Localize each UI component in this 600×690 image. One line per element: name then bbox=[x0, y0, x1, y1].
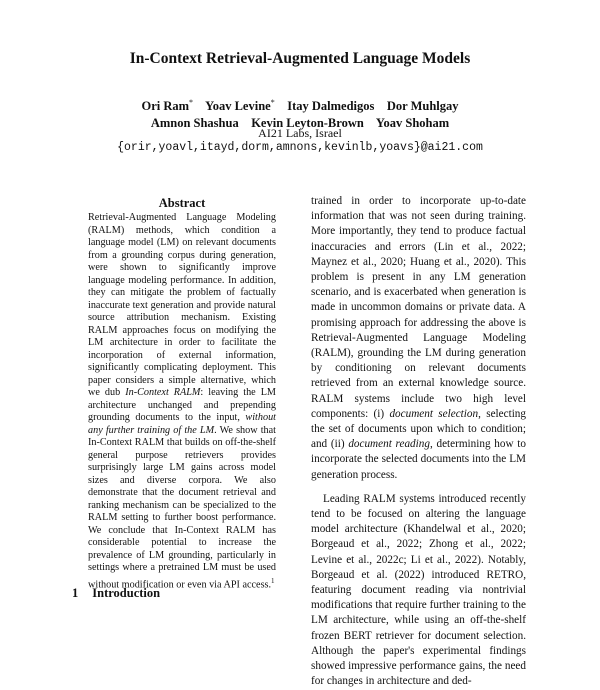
section-number: 1 bbox=[72, 586, 79, 600]
abstract-heading: Abstract bbox=[158, 196, 206, 210]
author-name: Ori Ram bbox=[141, 99, 190, 114]
body-emphasis: document reading bbox=[348, 438, 430, 451]
body-paragraph bbox=[311, 194, 526, 483]
body-emphasis: document selection bbox=[389, 407, 479, 420]
paper-title: In-Context Retrieval-Augmented Language Models bbox=[129, 50, 471, 67]
abstract-body bbox=[88, 212, 276, 591]
body-text: trained in order to incorporate up-to-date information that was not seen during training. More importantly, they tend to produce factual inaccuracies and errors (Lin et al., 2022; Maynez et al., 2020; Huang et al., 2020). This problem is present in any LM generation scenario, and is exacerbated when generation is made in uncommon domains or private data. A promising approach for addressing the above is Retrieval-Augmented Language Modeling (RALM), grounding the LM during generation by conditioning on relevant documents retrieved from an external knowledge source. RALM systems include two high level components: (i) bbox=[311, 195, 526, 420]
affiliation: AI21 Labs, Israel bbox=[258, 126, 342, 140]
author-name: Dor Muhlgay bbox=[386, 99, 459, 114]
body-paragraph: Leading RALM systems introduced recently tend to be focused on altering the language model architecture (Khandelwal et al., 2020; Borgeaud et al., 2022; Zhong et al., 2022; Levine et al., 2022c; Li et al., 2022). Notably, Borgeaud et al. (2022) introduced RETRO, featuring document reading via nontrivial modifications that require further training to the LM architecture, while using an off-the-shelf frozen BERT retriever for document selection. Although the paper's experimental findings showed impressive performance gains, the need for changes in architecture and ded- bbox=[311, 492, 526, 688]
section-title: Introduction bbox=[92, 586, 161, 600]
abstract-text: . We show that In-Context RALM that builds on off-the-shelf general purpose retrievers provides surprisingly large LM gains across model sizes and diverse corpora. We also demonstrate that the document retrieval and ranking mechanism can be specialized to the RALM setting to further boost performance. We conclude that In-Context RALM has considerable potential to increase the prevalence of LM grounding, particularly in settings where a pretrained LM must be used without modification or even via API access. bbox=[88, 424, 276, 590]
author-name: Amnon Shashua bbox=[150, 116, 239, 131]
author-name: Kevin Leyton-Brown bbox=[251, 116, 364, 131]
abstract-text: Retrieval-Augmented Language Modeling (RALM) methods, which condition a language model (LM) on relevant documents from a grounding corpus during generation, were shown to significantly improve language modeling performance. In addition, they can mitigate the problem of factually inaccurate text generation and provide natural source attribution mechanism. Existing RALM approaches focus on modifying the LM architecture in order to facilitate the incorporation of external information, significantly complicating deployment. This paper considers a simple alternative, which we dub bbox=[88, 212, 276, 398]
body-text: , selecting the set of documents upon which to condition; and (ii) bbox=[311, 407, 526, 451]
abstract-text: : leaving the LM architecture unchanged and prepending grounding documents to the input, bbox=[88, 387, 276, 423]
author-line-1 bbox=[0, 94, 600, 115]
author-name: Yoav Levine bbox=[205, 99, 271, 114]
section-heading-introduction bbox=[72, 586, 174, 601]
abstract-emphasis: In-Context RALM bbox=[125, 387, 201, 398]
abstract-paragraph bbox=[88, 212, 276, 591]
right-column-body bbox=[311, 194, 526, 690]
author-name: Yoav Shoham bbox=[375, 116, 450, 131]
abstract-emphasis: without any further training of the LM bbox=[88, 412, 276, 436]
equal-contribution-mark: * bbox=[270, 98, 275, 107]
body-text: , determining how to incorporate the selected documents into the LM generation process. bbox=[311, 438, 526, 481]
equal-contribution-mark: * bbox=[189, 98, 194, 107]
footnote-mark[interactable]: 1 bbox=[271, 576, 275, 585]
author-emails: {orir,yoavl,itayd,dorm,amnons,kevinlb,yoavs}@ai21.com bbox=[117, 141, 483, 154]
author-name: Itay Dalmedigos bbox=[287, 99, 375, 114]
